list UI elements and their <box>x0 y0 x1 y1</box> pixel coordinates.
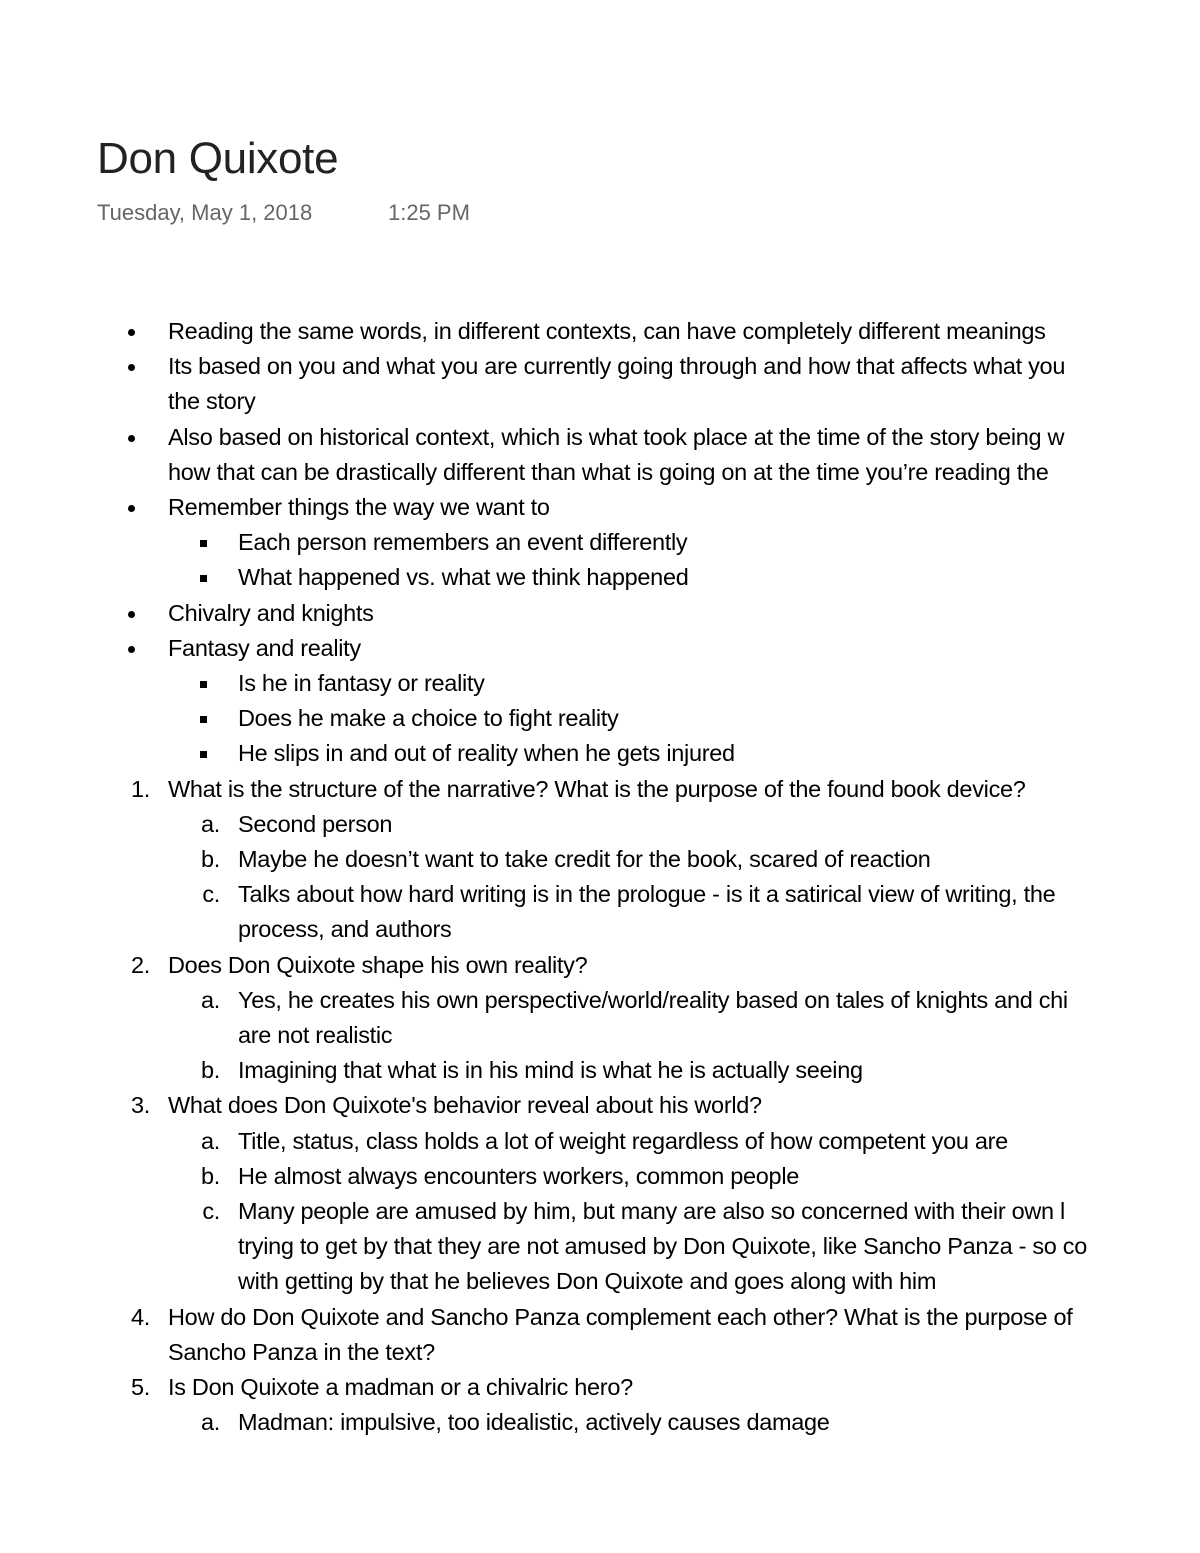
outline-text: Also based on historical context, which is what took place at the time of the story being w <box>168 423 1065 450</box>
outline-line <box>131 1370 633 1405</box>
outline-line <box>131 948 588 983</box>
outline-text: Many people are amused by him, but many are also so concerned with their own l <box>238 1198 1065 1224</box>
outline-text: Second person <box>238 810 393 837</box>
outline-line <box>201 983 1068 1018</box>
list-number: c. <box>202 881 220 908</box>
outline-line <box>168 455 1048 490</box>
bullet-square-icon <box>200 751 207 758</box>
list-number: 4. <box>131 1303 150 1330</box>
outline-text: How do Don Quixote and Sancho Panza complement each other? What is the purpose of <box>168 1303 1073 1330</box>
note-date: Tuesday, May 1, 2018 <box>97 200 313 225</box>
outline-text: Talks about how hard writing is in the prologue - is it a satirical view of writing, the <box>238 881 1056 908</box>
outline-line <box>201 1053 863 1088</box>
list-number: 2. <box>131 951 150 978</box>
outline-text: Sancho Panza in the text? <box>168 1338 435 1365</box>
list-number: a. <box>201 1127 220 1154</box>
outline-line <box>168 596 374 631</box>
outline-text: Each person remembers an event differently <box>238 529 688 556</box>
outline-text: are not realistic <box>238 1022 393 1048</box>
outline-line <box>238 525 687 560</box>
outline-line <box>238 1264 936 1299</box>
outline-text: Title, status, class holds a lot of weight regardless of how competent you are <box>238 1127 1008 1154</box>
outline-line <box>238 666 485 701</box>
list-number: a. <box>201 1409 220 1436</box>
bullet-dot-icon <box>128 505 135 512</box>
outline-line <box>238 701 618 736</box>
list-number: b. <box>201 846 220 872</box>
outline-line <box>168 631 361 666</box>
outline-line <box>131 772 1026 807</box>
bullet-square-icon <box>200 540 207 547</box>
outline-line <box>168 384 255 419</box>
outline-text: Madman: impulsive, too idealistic, actively causes damage <box>238 1409 830 1436</box>
outline-text: What does Don Quixote's behavior reveal about his world? <box>168 1092 762 1119</box>
bullet-dot-icon <box>128 611 135 618</box>
outline-text: He slips in and out of reality when he gets injured <box>238 740 735 767</box>
bullet-square-icon <box>200 681 207 688</box>
outline-line <box>238 912 451 947</box>
outline-text: how that can be drastically different than what is going on at the time you’re reading the <box>168 458 1049 485</box>
outline-line <box>168 314 1046 349</box>
outline-line <box>238 560 689 595</box>
outline-text: Is he in fantasy or reality <box>238 670 485 696</box>
bullet-dot-icon <box>128 329 135 336</box>
list-number: a. <box>201 810 220 837</box>
outline-text: with getting by that he believes Don Quixote and goes along with him <box>238 1268 937 1295</box>
bullet-dot-icon <box>128 646 135 653</box>
bullet-dot-icon <box>128 435 135 442</box>
outline-text: Is Don Quixote a madman or a chivalric hero? <box>168 1374 633 1400</box>
outline-line <box>238 736 735 771</box>
outline-text: process, and authors <box>238 916 452 943</box>
outline-line <box>168 1335 435 1370</box>
bullet-square-icon <box>200 575 207 582</box>
outline-text: trying to get by that they are not amused by Don Quixote, like Sancho Panza - so co <box>238 1233 1088 1260</box>
outline-text: Fantasy and reality <box>168 634 361 661</box>
outline-line <box>202 877 1056 912</box>
list-number: a. <box>201 986 220 1013</box>
outline-text: Chivalry and knights <box>168 599 374 626</box>
outline-text: Imagining that what is in his mind is what he is actually seeing <box>238 1057 863 1084</box>
list-number: c. <box>202 1198 220 1224</box>
outline-text: He almost always encounters workers, common people <box>238 1162 800 1189</box>
outline-line <box>131 1300 1073 1335</box>
outline-text: Remember things the way we want to <box>168 494 550 520</box>
outline-text: Maybe he doesn’t want to take credit for the book, scared of reaction <box>238 846 931 872</box>
outline-text: Does he make a choice to fight reality <box>238 705 619 732</box>
outline-text: What happened vs. what we think happened <box>238 564 689 591</box>
outline-line <box>168 490 550 525</box>
outline-line <box>201 807 393 842</box>
outline-line <box>201 1124 1008 1159</box>
page-title: Don Quixote <box>97 134 339 183</box>
list-number: 5. <box>131 1374 150 1400</box>
outline-text: Its based on you and what you are currently going through and how that affects what you <box>168 353 1066 380</box>
outline-line <box>201 1405 830 1440</box>
note-time: 1:25 PM <box>388 200 470 225</box>
outline-line <box>202 1194 1065 1229</box>
outline-line <box>131 1088 762 1123</box>
list-number: b. <box>201 1162 220 1189</box>
list-number: 1. <box>131 775 150 802</box>
note-dateline <box>97 198 470 228</box>
outline-text: Does Don Quixote shape his own reality? <box>168 951 588 978</box>
outline-line <box>201 842 931 877</box>
list-number: 3. <box>131 1092 150 1119</box>
bullet-dot-icon <box>128 364 135 371</box>
outline-line <box>238 1229 1087 1264</box>
list-number: b. <box>201 1057 220 1084</box>
bullet-square-icon <box>200 716 207 723</box>
outline-text: Reading the same words, in different contexts, can have completely different meanings <box>168 318 1046 344</box>
outline-text: Yes, he creates his own perspective/world/reality based on tales of knights and chi <box>238 986 1068 1013</box>
outline-line <box>238 1018 392 1053</box>
outline-text: What is the structure of the narrative? What is the purpose of the found book device? <box>168 775 1026 802</box>
outline-line <box>201 1159 800 1194</box>
outline-line <box>168 349 1065 384</box>
outline-text: the story <box>168 388 256 415</box>
outline-line <box>168 420 1064 455</box>
